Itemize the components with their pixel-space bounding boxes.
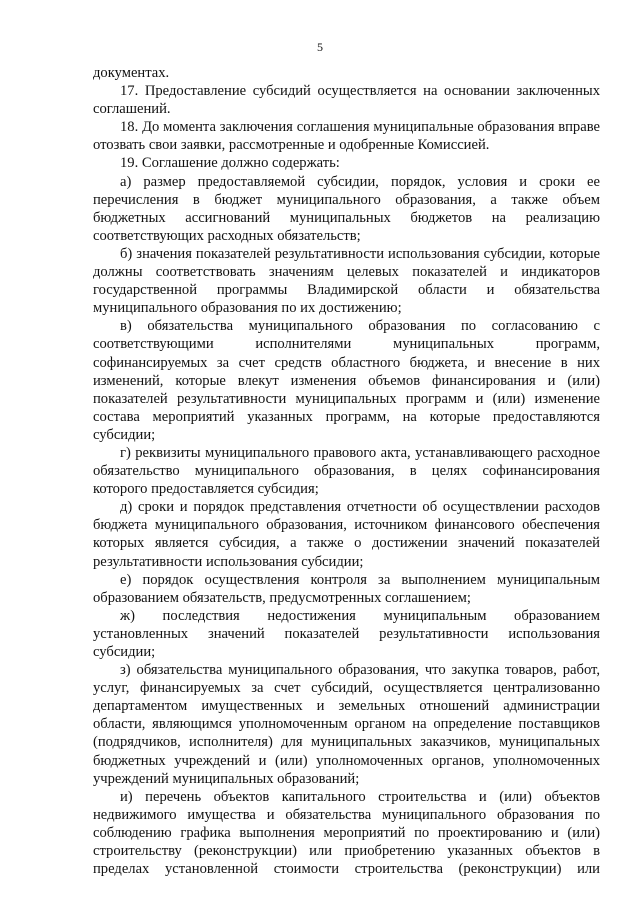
paragraph-19-v: в) обязательства муниципального образования по согласованию с соответствующими исполнителями муниципальных программ, софинансируемых за счет средств областного бюджета, и внесение в них изменений, которые влекут изменения объемов финансирования и (или) показателей результативности муниципальных программ и (или) изменение состава мероприятий указанных программ, на которые предоставляются субсидии;	[93, 318, 600, 443]
paragraph-18: 18. До момента заключения соглашения муниципальные образования вправе отозвать свои заявки, рассмотренные и одобренные Комиссией.	[93, 119, 600, 154]
paragraph-continuation: документах.	[93, 65, 170, 81]
paragraph-19-zh: ж) последствия недостижения муниципальным образованием установленных значений показателей результативности использования субсидии;	[93, 607, 600, 660]
paragraph-19-g: г) реквизиты муниципального правового акта, устанавливающего расходное обязательство муниципального образования, в целях софинансирования которого предоставляется субсидия;	[93, 444, 600, 498]
paragraph-19-d: д) сроки и порядок представления отчетности об осуществлении расходов бюджета муниципального образования, источником финансового обеспечения которых является субсидия, а также о достижении значений показателей результативности использования субсидии;	[93, 499, 600, 570]
paragraph-19-z: з) обязательства муниципального образования, что закупка товаров, работ, услуг, финансируемых за счет субсидий, осуществляется централизованно департаментом имущественных и земельных отношений администрации области, являющимся уполномоченным органом на определение поставщиков (подрядчиков, исполнителя) для муниципальных заказчиков, муниципальных бюджетных учреждений и (или) уполномоченных органов, уполномоченных учреждений муниципальных образований;	[93, 662, 600, 787]
paragraph-19: 19. Соглашение должно содержать:	[120, 155, 340, 172]
paragraph-19-a: а) размер предоставляемой субсидии, порядок, условия и сроки ее перечисления в бюджет муниципального образования, а также объем бюджетных ассигнований муниципальных бюджетов на реализацию соответствующих расходных обязательств;	[93, 173, 600, 244]
document-body	[93, 64, 600, 878]
page-number: 5	[317, 40, 323, 54]
paragraph-17: 17. Предоставление субсидий осуществляется на основании заключенных соглашений.	[93, 83, 600, 118]
paragraph-19-i: и) перечень объектов капитального строительства и (или) объектов недвижимого имущества и обязательства муниципального образования по соблюдению графика выполнения мероприятий по проектированию и (или) строительству (реконструкции) или приобретению указанных объектов в пределах установленной стоимости строительства (реконструкции) или	[93, 788, 600, 878]
paragraph-19-b: б) значения показателей результативности использования субсидии, которые должны соответствовать значениям целевых показателей и индикаторов государственной программы Владимирской области и обязательства муниципального образования по их достижению;	[93, 245, 600, 317]
paragraph-19-e: е) порядок осуществления контроля за выполнением муниципальным образованием обязательств, предусмотренных соглашением;	[93, 571, 600, 606]
